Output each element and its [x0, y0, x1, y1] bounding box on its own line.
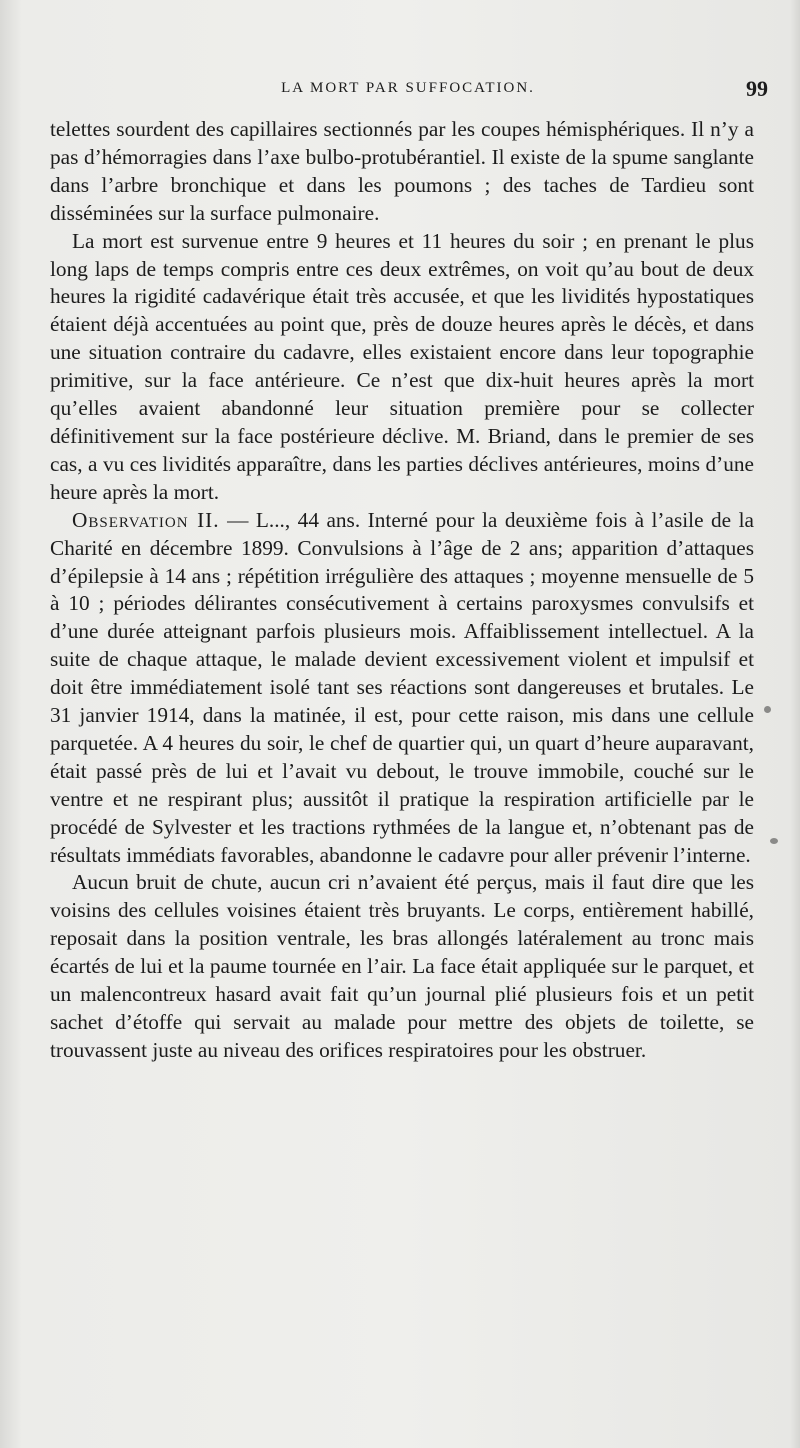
paragraph-time-of-death: La mort est survenue entre 9 heures et 11 heures du soir ; en prenant le plus long laps de temps compris entre ces deux extrêmes, on voit qu’au bout de deux heures la rigidité cadavérique était très accusée, et que les lividités hypostatiques étaient déjà accentuées au point que, près de douze heures après le décès, et dans une situation contraire du cadavre, elles existaient encore dans leur topographie primitive, sur la face antérieure. Ce n’est que dix-huit heures après la mort qu’elles avaient abandonné leur situation première pour se collecter définitivement sur la face postérieure déclive. M. Briand, dans le premier de ses cas, a vu ces lividités apparaître, dans les parties déclives antérieures, moins d’une heure après la mort.: [50, 228, 754, 504]
paper-speck: [770, 838, 778, 844]
observation-paragraph: [50, 507, 754, 870]
running-title: LA MORT PAR SUFFOCATION.: [281, 80, 535, 96]
body-text: [50, 116, 754, 1065]
paragraph-continuation: telettes sourdent des capillaires sectionnés par les coupes hémisphériques. Il n’y a pas d’hémorragies dans l’axe bulbo-protubérantiel. Il existe de la spume sanglante dans l’arbre bronchique et dans les poumons ; des taches de Tardieu sont disséminées sur la surface pulmonaire.: [50, 117, 754, 225]
paper-speck: [764, 706, 771, 713]
paragraph-circumstances: Aucun bruit de chute, aucun cri n’avaient été perçus, mais il faut dire que les voisins des cellules voisines étaient très bruyants. Le corps, entièrement habillé, reposait dans la position ventrale, les bras allongés latéralement au tronc mais écartés de lui et la paume tournée en l’air. La face était appliquée sur le parquet, et un malencontreux hasard avait fait qu’un journal plié plusieurs fois et un petit sachet d’étoffe qui servait au malade pour mettre des objets de toilette, se trouvassent juste au niveau des orifices respiratoires pour les obstruer.: [50, 870, 754, 1062]
page-number: 99: [746, 76, 768, 101]
observation-text: — L..., 44 ans. Interné pour la deuxième fois à l’asile de la Charité en décembre 1899. Convulsions à l’âge de 2 ans; apparition d’attaques d’épilepsie à 14 ans ; répétition irrégulière des attaques ; moyenne mensuelle de 5 à 10 ; périodes délirantes consécutivement à certains paroxysmes convulsifs et d’une durée atteignant parfois plusieurs mois. Affaiblissement intellectuel. A la suite de chaque attaque, le malade devient excessivement violent et impulsif et doit être immédiatement isolé tant ses réactions sont dangereuses et brutales. Le 31 janvier 1914, dans la matinée, il est, pour cette raison, mis dans une cellule parquetée. A 4 heures du soir, le chef de quartier qui, un quart d’heure auparavant, était passé près de lui et l’avait vu debout, le trouve immobile, couché sur le ventre et ne respirant plus; aussitôt il pratique la respiration artificielle par le procédé de Sylvester et les tractions rythmées de la langue et, n’obtenant pas de résultats immédiats favorables, abandonne le cadavre pour aller prévenir l’interne.: [50, 507, 754, 867]
observation-label: Observation II.: [72, 507, 220, 532]
page-header: [48, 76, 768, 106]
